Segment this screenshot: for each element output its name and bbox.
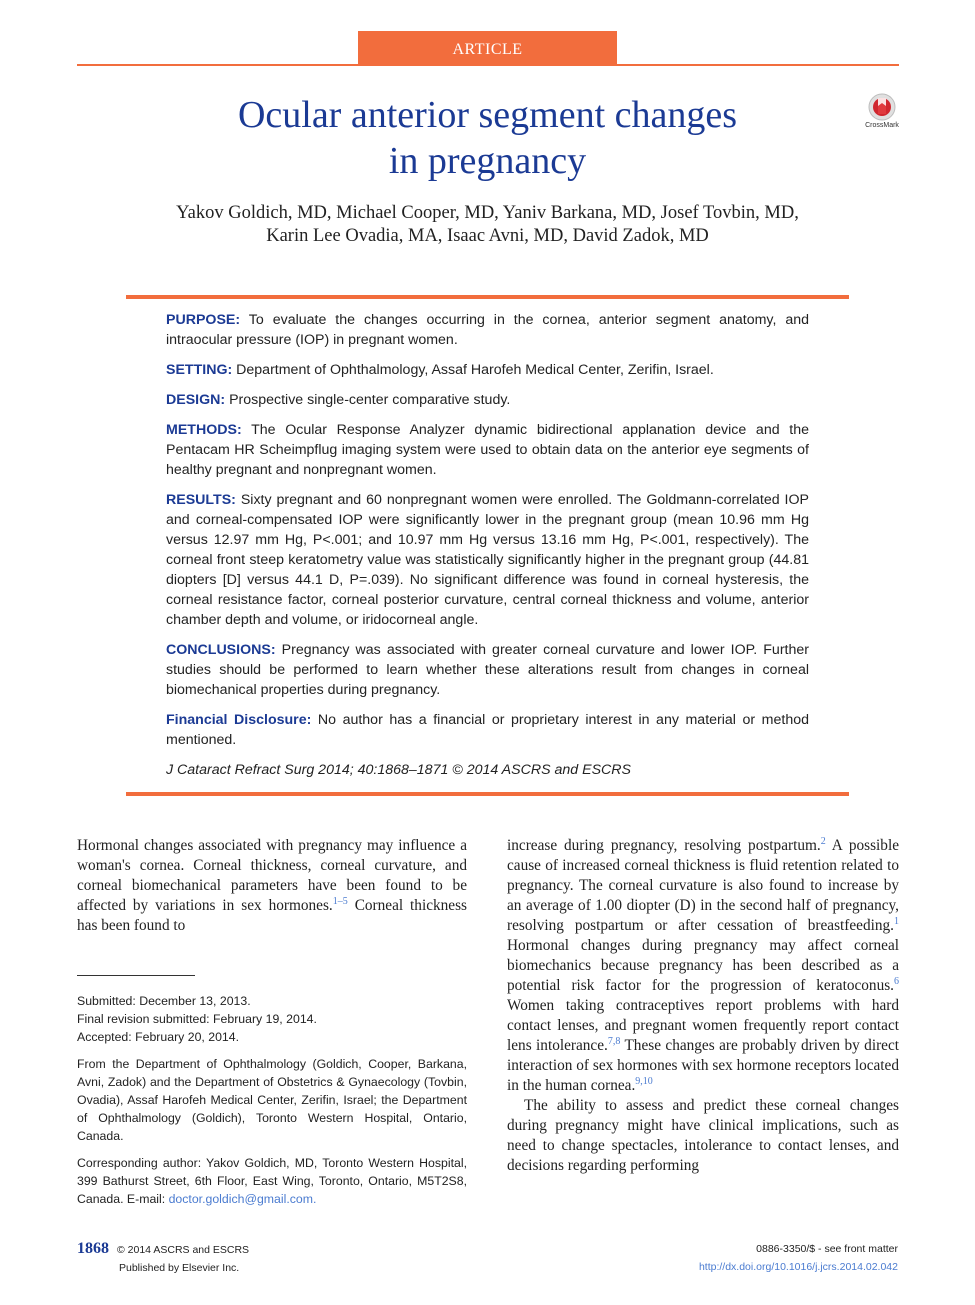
affiliation: From the Department of Ophthalmology (Goldich, Cooper, Barkana, Avni, Zadok) and the Department of Obstetrics & Gynaecology (Tovbin, Ovadia), Assaf Harofeh Medical Center, Zerifin, Israel; the Department of Ophthalmology (Goldich), Toronto Western Hospital, Ontario, Canada. bbox=[77, 1057, 467, 1143]
body-text: Hormonal changes during pregnancy may affect corneal biomechanics because pregnancy has been described as a potential risk factor for the progression of keratoconus. bbox=[507, 937, 899, 994]
body-text: increase during pregnancy, resolving postpartum. bbox=[507, 837, 821, 854]
reference-link[interactable]: 2 bbox=[820, 835, 826, 847]
title-line-1: Ocular anterior segment changes bbox=[237, 94, 738, 136]
accepted-date: Accepted: February 20, 2014. bbox=[77, 1030, 240, 1044]
dates-block bbox=[77, 992, 467, 1046]
footer-left bbox=[77, 1240, 249, 1277]
results-text: Sixty pregnant and 60 nonpregnant women were enrolled. The Goldmann-correlated IOP and corneal-compensated IOP were significantly lower in the pregnant group (mean 10.96 mm Hg versus 12.97 mm Hg, P<.001; and 10.97 mm Hg versus 13.16 mm Hg, P<.001, respectively). The corneal front steep keratometry value was statistically significantly higher in the pregnant group (44.81 diopters [D] versus 44.1 D, P=.039). No significant difference was found in corneal hysteresis, the corneal resistance factor, corneal posterior curvature, central corneal thickness and volume, anterior chamber depth and volume, or iridocorneal angle. bbox=[166, 492, 809, 628]
body-paragraph bbox=[77, 836, 467, 936]
reference-link[interactable]: 1–5 bbox=[332, 895, 348, 907]
footer-copyright: © 2014 ASCRS and ESCRS bbox=[117, 1244, 250, 1256]
conclusions-label: CONCLUSIONS: bbox=[166, 642, 276, 658]
abstract-bottom-rule bbox=[126, 792, 849, 796]
abstract-disclosure bbox=[166, 710, 809, 750]
abstract-results bbox=[166, 490, 809, 630]
doi-link[interactable]: http://dx.doi.org/10.1016/j.jcrs.2014.02.042 bbox=[698, 1261, 898, 1273]
footnote-rule bbox=[77, 975, 195, 976]
abstract-setting bbox=[166, 360, 809, 380]
corresponding-text: Corresponding author: Yakov Goldich, MD, Toronto Western Hospital, 399 Bathurst Street, 6th Floor, East Wing, Toronto, Ontario, M5T2S8, Canada. E-mail: bbox=[77, 1156, 467, 1206]
reference-link[interactable]: 6 bbox=[894, 975, 899, 987]
submitted-date: Submitted: December 13, 2013. bbox=[77, 994, 251, 1008]
abstract-methods bbox=[166, 420, 809, 480]
authors-line-2: Karin Lee Ovadia, MA, Isaac Avni, MD, David Zadok, MD bbox=[266, 226, 709, 246]
corresponding-author bbox=[77, 1154, 467, 1208]
methods-label: METHODS: bbox=[166, 422, 242, 438]
methods-text: The Ocular Response Analyzer dynamic bidirectional applanation device and the Pentacam HR Scheimpflug imaging system were used to obtain data on the anterior eye segments of healthy pregnant and nonpregnant women. bbox=[166, 422, 809, 478]
body-text: Hormonal changes associated with pregnancy may influence a woman's cornea. Corneal thickness, corneal curvature, and corneal biomechanical parameters have been found to be affected by variations in sex hormones. bbox=[77, 837, 467, 914]
body-text: These changes are probably driven by direct interaction of sex hormones with sex hormone receptors located in the human cornea. bbox=[507, 1037, 899, 1094]
setting-label: SETTING: bbox=[166, 362, 233, 378]
body-text: Corneal thickness has been found to bbox=[77, 897, 467, 934]
author-list bbox=[120, 202, 855, 248]
footer-issn: 0886-3350/$ - see front matter bbox=[756, 1243, 898, 1255]
conclusions-text: Pregnancy was associated with greater corneal curvature and lower IOP. Further studies should be performed to learn whether these alterations result from changes in corneal biomechanical properties during pregnancy. bbox=[166, 642, 809, 698]
crossmark-label: CrossMark bbox=[865, 122, 899, 129]
body-text: Women taking contraceptives report problems with hard contact lenses, and pregnant women frequently report contact lens intolerance. bbox=[507, 997, 899, 1054]
design-label: DESIGN: bbox=[166, 392, 226, 408]
abstract-purpose bbox=[166, 310, 809, 350]
footer-right bbox=[699, 1240, 898, 1276]
body-column-right bbox=[507, 836, 899, 1176]
header-rule bbox=[77, 64, 899, 66]
article-type-tag: ARTICLE bbox=[358, 31, 617, 66]
purpose-label: PURPOSE: bbox=[166, 312, 241, 328]
article-title bbox=[120, 92, 855, 184]
body-paragraph bbox=[507, 836, 899, 1096]
footnotes bbox=[77, 992, 467, 1217]
reference-link[interactable]: 9,10 bbox=[635, 1075, 653, 1087]
reference-link[interactable]: 7,8 bbox=[607, 1035, 621, 1047]
disclosure-text: No author has a financial or proprietary interest in any material or method mentioned. bbox=[166, 712, 809, 748]
reference-link[interactable]: 1 bbox=[894, 915, 899, 927]
disclosure-label: Financial Disclosure: bbox=[166, 712, 312, 728]
results-label: RESULTS: bbox=[166, 492, 236, 508]
authors-line-1: Yakov Goldich, MD, Michael Cooper, MD, Yaniv Barkana, MD, Josef Tovbin, MD, bbox=[176, 203, 799, 223]
setting-text: Department of Ophthalmology, Assaf Harofeh Medical Center, Zerifin, Israel. bbox=[232, 362, 714, 378]
title-line-2: in pregnancy bbox=[388, 140, 587, 182]
abstract-conclusions bbox=[166, 640, 809, 700]
abstract-citation: J Cataract Refract Surg 2014; 40:1868–1871 © 2014 ASCRS and ESCRS bbox=[166, 762, 631, 778]
body-column-left bbox=[77, 836, 467, 936]
body-text: A possible cause of increased corneal thickness is fluid retention related to pregnancy. The corneal curvature is also found to increase by an average of 1.00 diopter (D) in the second half of pregnancy, resolving postpartum or after cessation of breastfeeding. bbox=[507, 837, 899, 934]
email-link[interactable]: doctor.goldich@gmail.com. bbox=[168, 1192, 317, 1206]
body-paragraph: The ability to assess and predict these corneal changes during pregnancy might have clinical implications, such as need to change spectacles, intolerance to contact lenses, and decisions regarding performing bbox=[507, 1097, 899, 1174]
purpose-text: To evaluate the changes occurring in the cornea, anterior segment anatomy, and intraocular pressure (IOP) in pregnant women. bbox=[166, 312, 809, 348]
footer-publisher: Published by Elsevier Inc. bbox=[119, 1262, 240, 1274]
abstract-top-rule bbox=[126, 295, 849, 299]
page-number: 1868 bbox=[77, 1240, 109, 1257]
revised-date: Final revision submitted: February 19, 2014. bbox=[77, 1012, 317, 1026]
abstract bbox=[166, 310, 809, 790]
abstract-design bbox=[166, 390, 809, 410]
design-text: Prospective single-center comparative study. bbox=[225, 392, 511, 408]
